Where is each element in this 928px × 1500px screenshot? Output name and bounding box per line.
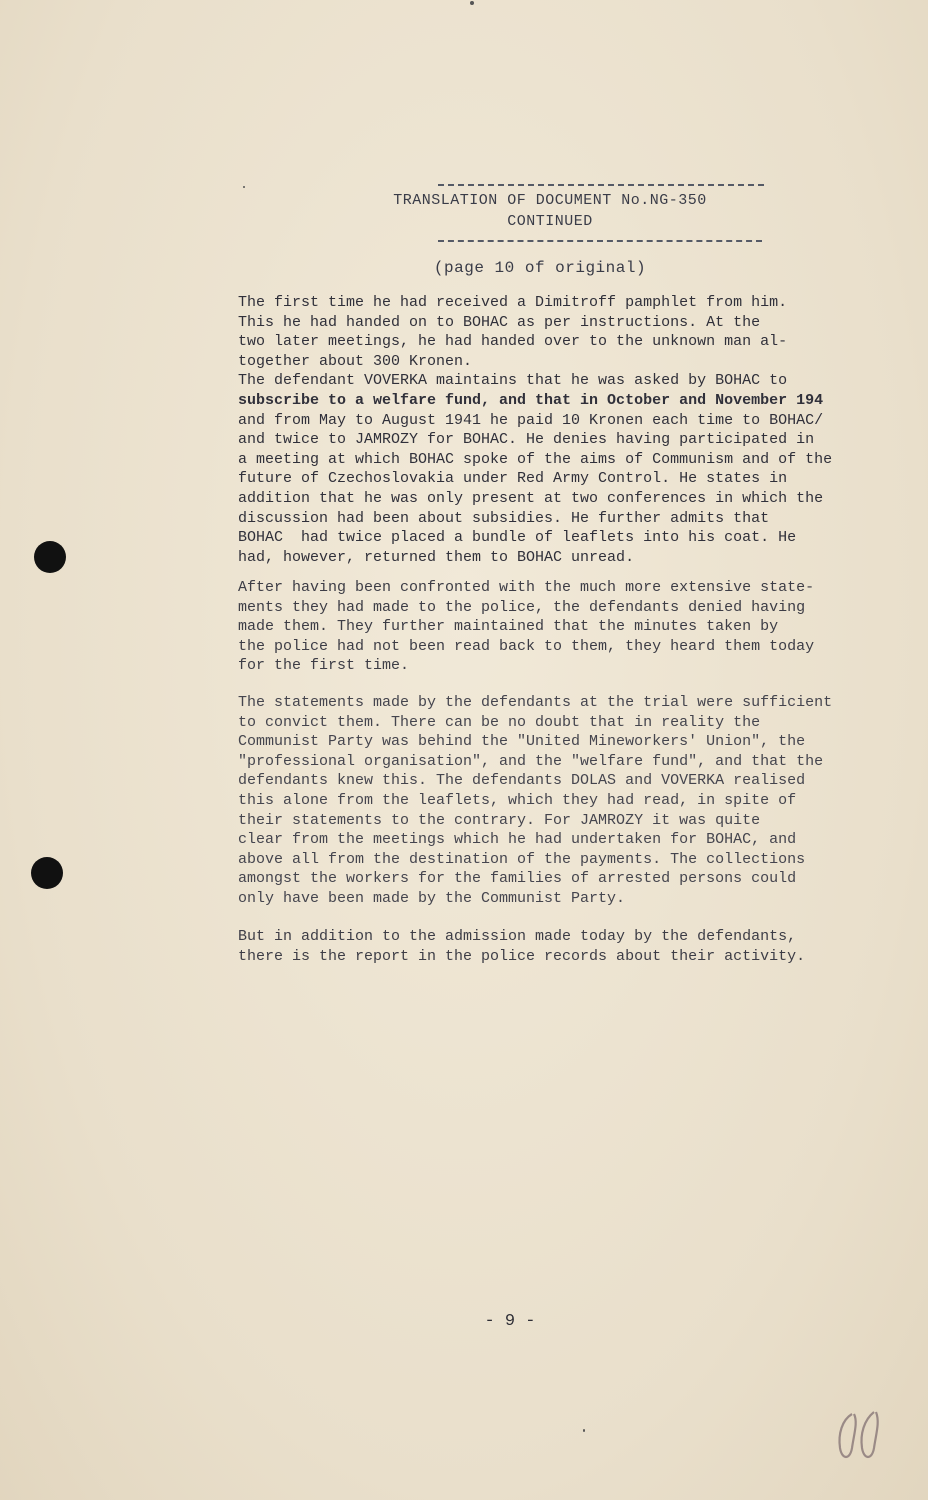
punch-hole-top xyxy=(34,541,66,573)
text-line: "professional organisation", and the "welfare fund", and that the xyxy=(238,752,824,770)
ink-speck xyxy=(243,186,245,188)
page-number: - 9 - xyxy=(484,1312,536,1331)
text-line: to convict them. There can be no doubt that in reality the xyxy=(238,713,761,731)
paragraph-2 xyxy=(238,578,878,676)
punch-hole-bottom xyxy=(31,857,63,889)
text-line: The statements made by the defendants at the trial were sufficient xyxy=(238,694,833,711)
paragraph-4 xyxy=(238,927,878,966)
text-line: subscribe to a welfare fund, and that in October and November 194 xyxy=(238,391,824,409)
text-line: clear from the meetings which he had undertaken for BOHAC, and xyxy=(238,831,797,849)
text-line: This he had handed on to BOHAC as per instructions. At the xyxy=(238,313,761,331)
ink-speck xyxy=(470,1,474,5)
text-line: for the first time. xyxy=(238,657,410,675)
text-line: and twice to JAMROZY for BOHAC. He denies having participated in xyxy=(238,431,815,449)
text-line: discussion had been about subsidies. He further admits that xyxy=(238,509,770,527)
text-line: their statements to the contrary. For JAMROZY it was quite xyxy=(238,811,761,829)
text-line: two later meetings, he had handed over to the unknown man al- xyxy=(238,333,788,351)
document-title: TRANSLATION OF DOCUMENT No.NG-350 xyxy=(393,192,707,209)
handwritten-page-mark xyxy=(832,1408,892,1468)
text-line: made them. They further maintained that the minutes taken by xyxy=(238,618,779,636)
text-line: amongst the workers for the families of arrested persons could xyxy=(238,870,797,888)
text-line: only have been made by the Communist Party. xyxy=(238,889,626,907)
ink-speck xyxy=(583,1429,585,1432)
text-line: But in addition to the admission made today by the defendants, xyxy=(238,928,797,945)
text-line: a meeting at which BOHAC spoke of the aims of Communism and of the xyxy=(238,450,833,468)
paragraph-1 xyxy=(238,293,878,567)
text-line: The defendant VOVERKA maintains that he was asked by BOHAC to xyxy=(238,372,788,390)
paragraph-3 xyxy=(238,693,878,909)
text-line: had, however, returned them to BOHAC unread. xyxy=(238,548,635,566)
text-line: After having been confronted with the much more extensive state- xyxy=(238,579,815,596)
header-rule-bottom xyxy=(438,240,762,242)
text-line: BOHAC had twice placed a bundle of leaflets into his coat. He xyxy=(238,529,797,547)
text-line: there is the report in the police records about their activity. xyxy=(238,947,806,965)
text-line: and from May to August 1941 he paid 10 Kronen each time to BOHAC/ xyxy=(238,411,824,429)
text-line: Communist Party was behind the "United Mineworkers' Union", the xyxy=(238,733,806,751)
text-line: this alone from the leaflets, which they had read, in spite of xyxy=(238,791,797,809)
page-reference: (page 10 of original) xyxy=(433,259,647,277)
text-line: The first time he had received a Dimitroff pamphlet from him. xyxy=(238,294,788,311)
document-subtitle: CONTINUED xyxy=(507,213,593,230)
text-line: the police had not been read back to them, they heard them today xyxy=(238,637,815,655)
header-rule-top xyxy=(438,184,764,186)
text-line: addition that he was only present at two conferences in which the xyxy=(238,489,824,507)
text-line: above all from the destination of the payments. The collections xyxy=(238,850,806,868)
text-line: together about 300 Kronen. xyxy=(238,352,473,370)
text-line: future of Czechoslovakia under Red Army Control. He states in xyxy=(238,470,788,488)
text-line: defendants knew this. The defendants DOLAS and VOVERKA realised xyxy=(238,772,806,790)
text-line: ments they had made to the police, the defendants denied having xyxy=(238,598,806,616)
